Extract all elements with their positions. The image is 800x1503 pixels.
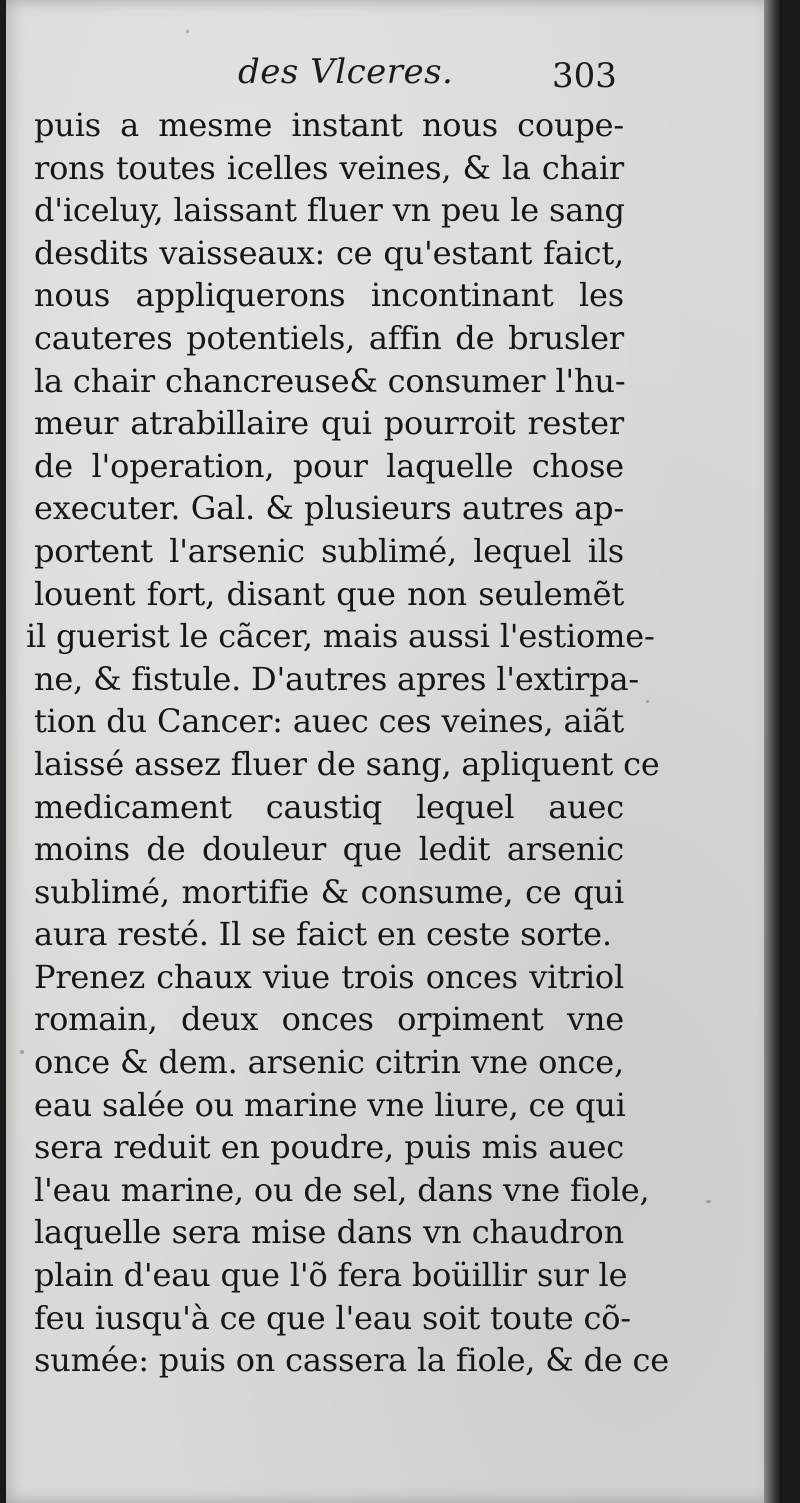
- text-line: il guerist le cãcer, mais aussi l'estiome-: [26, 617, 655, 656]
- text-line: executer. Gal. & plusieurs autres ap-: [34, 489, 624, 528]
- text-line: louent fort, disant que non seulemẽt: [34, 574, 624, 613]
- text-line: portent l'arsenic sublimé, lequel ils: [34, 531, 624, 570]
- text-line: sumée: puis on cassera la fiole, & de ce: [34, 1341, 669, 1380]
- text-line: romain, deux onces orpiment vne: [34, 1000, 624, 1039]
- text-line: sera reduit en poudre, puis mis auec: [34, 1128, 624, 1167]
- text-line: tion du Cancer: auec ces veines, aiãt: [34, 702, 624, 741]
- text-line: puis a mesme instant nous coupe-: [34, 106, 624, 144]
- body-text: [26, 104, 669, 1382]
- text-line: desdits vaisseaux: ce qu'estant faict,: [34, 233, 624, 272]
- page-edge-shadow: [764, 0, 782, 1503]
- text-line: plain d'eau que l'õ fera boüillir sur le: [34, 1256, 628, 1295]
- text-line: cauteres potentiels, affin de brusler: [34, 318, 624, 357]
- page-number: 303: [552, 56, 617, 96]
- text-line: aura resté. Il se faict en ceste sorte.: [34, 915, 612, 954]
- text-line: Prenez chaux viue trois onces vitriol: [34, 957, 624, 996]
- text-line: meur atrabillaire qui pourroit rester: [34, 404, 624, 443]
- text-line: feu iusqu'à ce que l'eau soit toute cõ-: [34, 1298, 631, 1337]
- text-line: once & dem. arsenic citrin vne once,: [34, 1043, 624, 1082]
- text-line: rons toutes icelles veines, & la chair: [34, 148, 624, 187]
- text-line: moins de douleur que ledit arsenic: [34, 830, 624, 869]
- text-line: laquelle sera mise dans vn chaudron: [34, 1213, 624, 1252]
- text-line: laissé assez fluer de sang, apliquent ce: [34, 744, 660, 783]
- text-line: de l'operation, pour laquelle chose: [34, 446, 624, 485]
- text-line: sublimé, mortifie & consume, ce qui: [34, 872, 624, 911]
- text-line: d'iceluy, laissant fluer vn peu le sang: [34, 191, 625, 230]
- text-line: ne, & fistule. D'autres apres l'extirpa-: [34, 659, 640, 698]
- text-line: eau salée ou marine vne liure, ce qui: [34, 1085, 626, 1124]
- text-line: nous appliquerons incontinant les: [34, 276, 624, 315]
- book-page: [6, 0, 782, 1503]
- running-head: des Vlceres.: [238, 52, 454, 92]
- text-line: la chair chancreuse& consumer l'hu-: [34, 361, 626, 400]
- page-header: [6, 52, 782, 102]
- text-line: medicament caustiq lequel auec: [34, 787, 624, 826]
- text-line: l'eau marine, ou de sel, dans vne fiole,: [34, 1170, 650, 1209]
